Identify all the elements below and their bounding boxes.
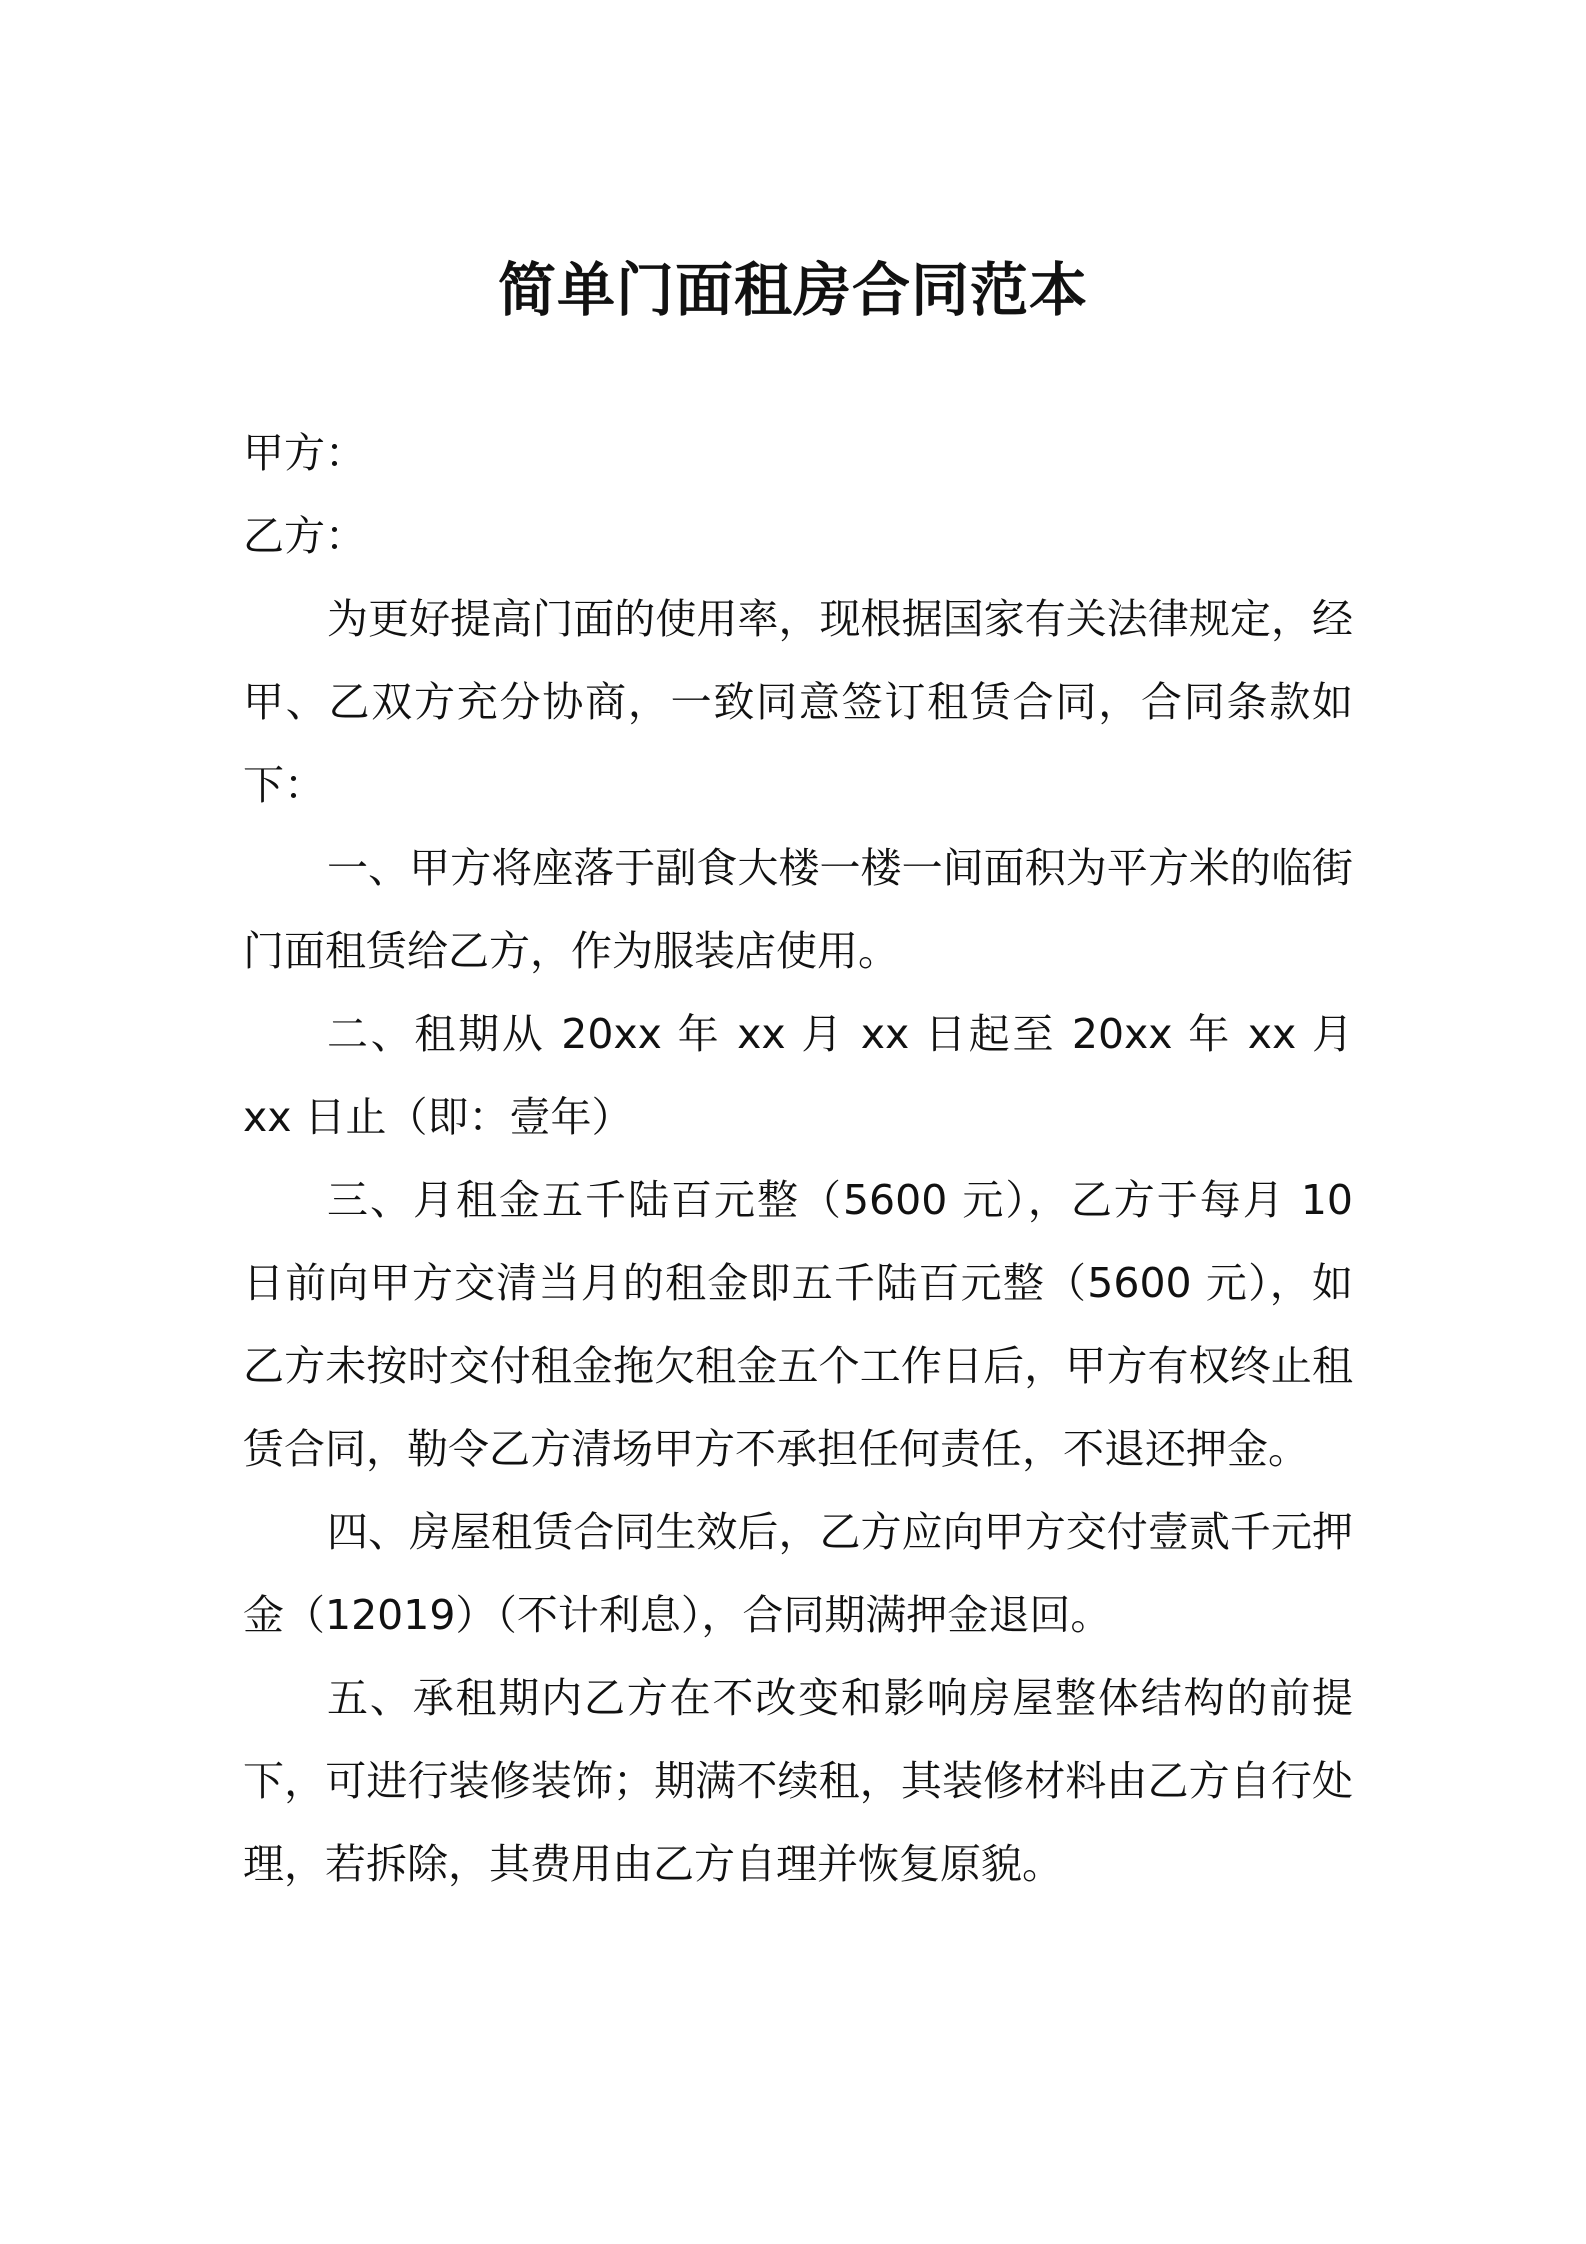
party-b-line: 乙方： [243,512,366,560]
clause-2-paragraph: 二、租期从 20xx 年 xx 月 xx 日起至 20xx 年 xx 月 xx 日止（即：壹年） [243,1010,1353,1141]
document-body [243,412,1353,1906]
clause-5-paragraph: 五、承租期内乙方在不改变和影响房屋整体结构的前提下，可进行装修装饰；期满不续租，其装修材料由乙方自行处理，若拆除，其费用由乙方自理并恢复原貌。 [243,1674,1353,1888]
party-a-line: 甲方： [243,429,366,477]
clause-4-paragraph: 四、房屋租赁合同生效后，乙方应向甲方交付壹贰千元押金（12019）（不计利息），合同期满押金退回。 [243,1508,1353,1639]
intro-paragraph: 为更好提高门面的使用率，现根据国家有关法律规定，经甲、乙双方充分协商，一致同意签订租赁合同，合同条款如下： [243,595,1353,809]
document-title: 简单门面租房合同范本 [497,256,1088,324]
clause-1-paragraph: 一、甲方将座落于副食大楼一楼一间面积为平方米的临街门面租赁给乙方，作为服装店使用。 [243,844,1353,975]
clause-3-paragraph: 三、月租金五千陆百元整（5600 元），乙方于每月 10 日前向甲方交清当月的租金即五千陆百元整（5600 元），如乙方未按时交付租金拖欠租金五个工作日后，甲方有权终止租赁合同，勒令乙方清场甲方不承担任何责任，不退还押金。 [243,1176,1353,1473]
